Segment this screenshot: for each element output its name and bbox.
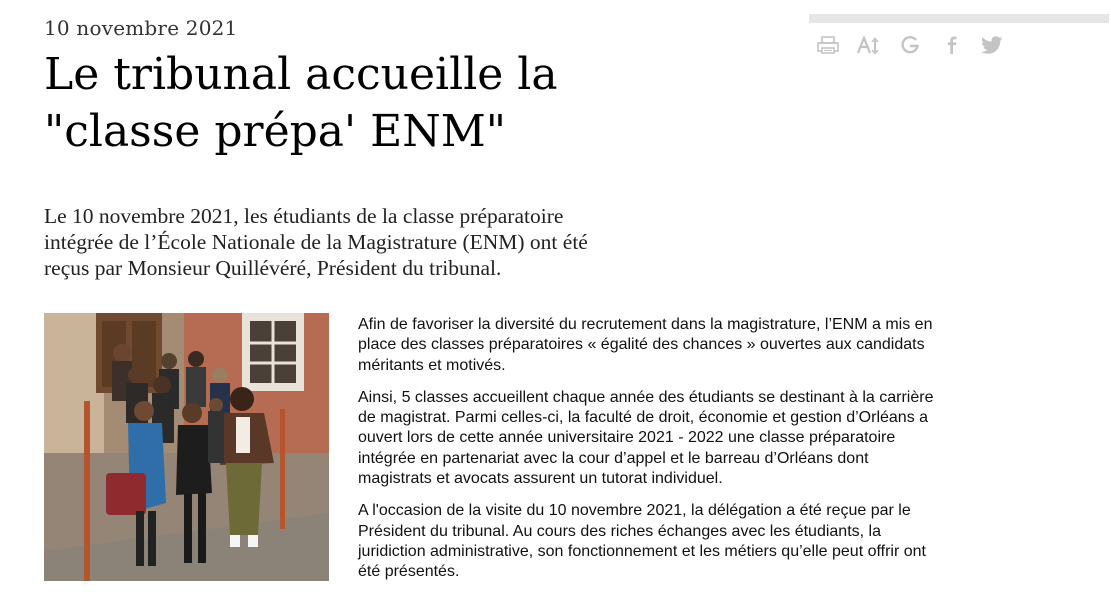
lead-line: Le 10 novembre 2021, les étudiants de la classe préparatoire xyxy=(44,204,564,228)
lead-line: intégrée de l’École Nationale de la Magistrature (ENM) ont été xyxy=(44,230,588,254)
toolbar-bar xyxy=(809,14,1109,23)
body-line: méritants et motivés. xyxy=(358,356,506,374)
body-line: A l'occasion de la visite du 10 novembre 2021, la délégation a été reçue par le xyxy=(358,502,911,520)
share-toolbar xyxy=(816,34,1021,56)
body-line: Président du tribunal. Au cours des riches échanges avec les étudiants, la xyxy=(358,522,881,540)
body-line: de magistrat. Parmi celles-ci, la faculté de droit, économie et gestion d’Orléans a xyxy=(358,409,929,427)
facebook-icon xyxy=(944,36,958,54)
body-paragraph xyxy=(358,388,1008,489)
google-share-button[interactable] xyxy=(898,34,922,56)
body-line: juridiction administrative, son fonctionnement et les métiers qu’elle peut offrir ont xyxy=(358,542,926,560)
print-button[interactable] xyxy=(816,34,840,56)
body-line: Afin de favoriser la diversité du recrutement dans la magistrature, l’ENM a mis en xyxy=(358,316,933,333)
article-title xyxy=(44,46,684,160)
body-line: place des classes préparatoires « égalité des chances » ouvertes aux candidats xyxy=(358,336,925,354)
body-paragraph xyxy=(358,501,1008,582)
twitter-share-button[interactable] xyxy=(980,34,1004,56)
print-icon xyxy=(817,36,839,54)
group-photo-image xyxy=(44,313,329,581)
font-size-button[interactable] xyxy=(857,34,881,56)
article-date: 10 novembre 2021 xyxy=(44,16,238,40)
facebook-share-button[interactable] xyxy=(939,34,963,56)
body-line: Ainsi, 5 classes accueillent chaque année des étudiants se destinant à la carrière xyxy=(358,388,934,406)
article-body xyxy=(358,315,1008,595)
google-icon xyxy=(900,35,920,55)
body-line: magistrats et avocats assurent un tutorat individuel. xyxy=(358,470,723,488)
body-line: ouvert lors de cette année universitaire 2021 - 2022 une classe préparatoire xyxy=(358,429,896,447)
body-line: été présentés. xyxy=(358,563,460,581)
title-line: "classe prépa' ENM" xyxy=(44,106,506,157)
body-paragraph xyxy=(358,315,1008,376)
font-size-icon xyxy=(857,36,881,54)
lead-line: reçus par Monsieur Quillévéré, Président du tribunal. xyxy=(44,256,502,280)
article-photo xyxy=(44,313,329,581)
title-line: Le tribunal accueille la xyxy=(44,49,558,100)
twitter-icon xyxy=(980,36,1004,55)
body-line: intégrée en partenariat avec la cour d’appel et le barreau d’Orléans dont xyxy=(358,449,869,467)
article-lead xyxy=(44,203,744,281)
